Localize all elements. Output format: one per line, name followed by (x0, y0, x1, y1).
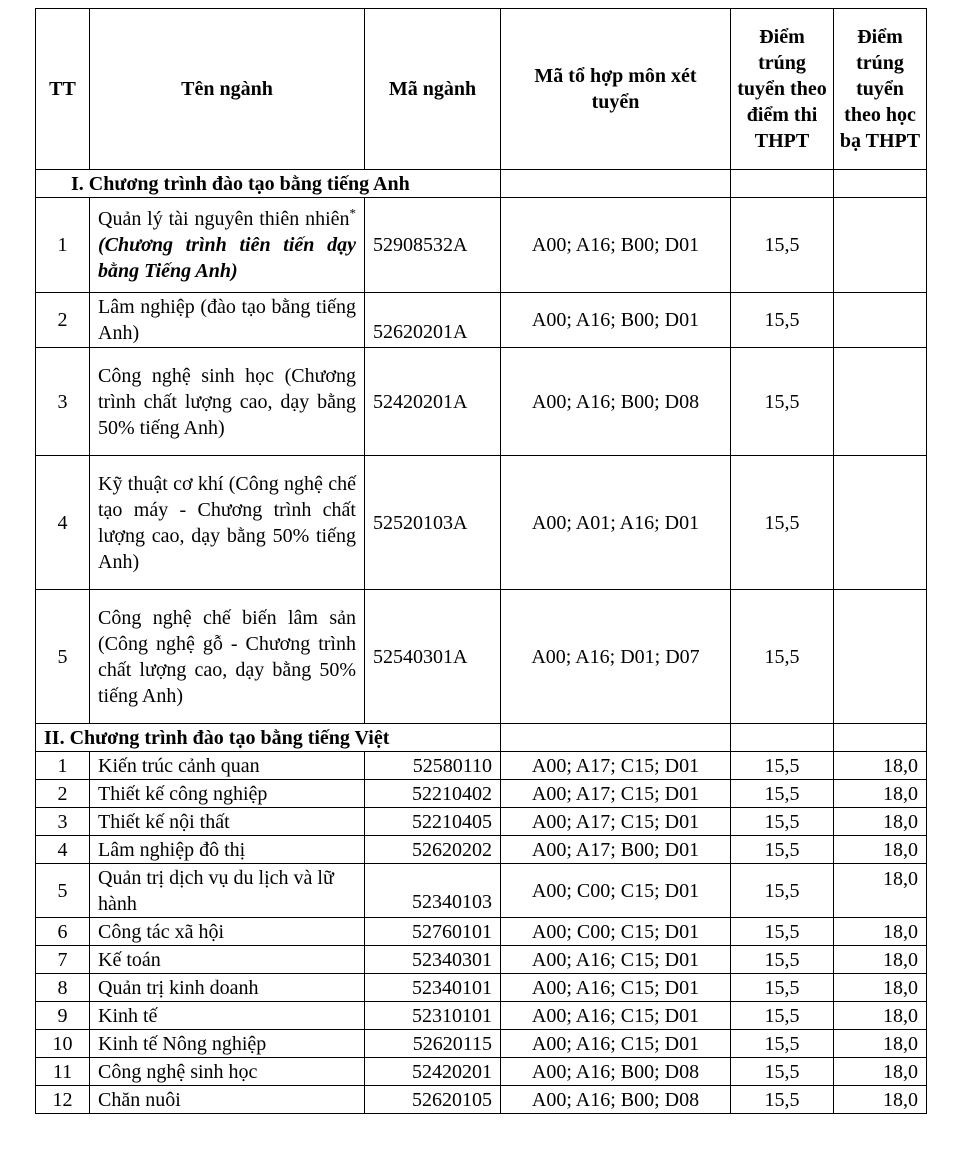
row-combo: A00; A01; A16; D01 (501, 456, 731, 590)
row-name: Công nghệ sinh học (90, 1058, 365, 1086)
header-score-exam: Điểm trúng tuyển theo điểm thi THPT (731, 9, 834, 170)
row-combo: A00; A17; C15; D01 (501, 752, 731, 780)
row-combo: A00; A17; C15; D01 (501, 780, 731, 808)
header-tt: TT (36, 9, 90, 170)
row-name: Lâm nghiệp (đào tạo bằng tiếng Anh) (90, 293, 365, 348)
row-combo: A00; C00; C15; D01 (501, 918, 731, 946)
row-score-exam: 15,5 (731, 1086, 834, 1114)
section-1-row (36, 170, 927, 198)
row-name: Kỹ thuật cơ khí (Công nghệ chế tạo máy - Chương trình chất lượng cao, dạy bằng 50% tiếng Anh) (90, 456, 365, 590)
header-name: Tên ngành (90, 9, 365, 170)
empty-cell (834, 724, 927, 752)
row-tt: 11 (36, 1058, 90, 1086)
row-name: Công nghệ sinh học (Chương trình chất lượng cao, dạy bằng 50% tiếng Anh) (90, 348, 365, 456)
row-code: 52580110 (365, 752, 501, 780)
row-tt: 9 (36, 1002, 90, 1030)
row-score-transcript: 18,0 (834, 946, 927, 974)
empty-cell (731, 724, 834, 752)
row-tt: 1 (36, 198, 90, 293)
row-score-transcript: 18,0 (834, 780, 927, 808)
row-name-asterisk: * (349, 205, 356, 221)
table-row (36, 752, 927, 780)
table-row (36, 974, 927, 1002)
header-combo: Mã tổ hợp môn xét tuyển (501, 9, 731, 170)
table-row (36, 864, 927, 918)
row-name-program: (Chương trình tiên tiến dạy bằng Tiếng Anh) (98, 234, 356, 282)
row-score-exam: 15,5 (731, 590, 834, 724)
row-score-transcript (834, 198, 927, 293)
table-row (36, 780, 927, 808)
row-score-transcript: 18,0 (834, 1002, 927, 1030)
row-tt: 7 (36, 946, 90, 974)
section-1-title: I. Chương trình đào tạo bằng tiếng Anh (36, 170, 501, 198)
table-row (36, 348, 927, 456)
row-code: 52210402 (365, 780, 501, 808)
table-row (36, 456, 927, 590)
row-score-transcript (834, 590, 927, 724)
row-score-transcript: 18,0 (834, 1030, 927, 1058)
row-name: Công tác xã hội (90, 918, 365, 946)
row-score-exam: 15,5 (731, 198, 834, 293)
row-name-plain: Quản lý tài nguyên thiên nhiên (98, 208, 350, 230)
table-row (36, 1030, 927, 1058)
row-code: 52210405 (365, 808, 501, 836)
empty-cell (501, 724, 731, 752)
row-code: 52420201A (365, 348, 501, 456)
row-tt: 3 (36, 348, 90, 456)
row-name (90, 198, 365, 293)
row-tt: 5 (36, 590, 90, 724)
table-row (36, 918, 927, 946)
row-score-transcript: 18,0 (834, 836, 927, 864)
row-combo: A00; C00; C15; D01 (501, 864, 731, 918)
admission-score-table (35, 8, 927, 1114)
table-row (36, 293, 927, 348)
row-score-exam: 15,5 (731, 1030, 834, 1058)
row-score-exam: 15,5 (731, 293, 834, 348)
row-score-exam: 15,5 (731, 752, 834, 780)
row-score-exam: 15,5 (731, 864, 834, 918)
table-row (36, 590, 927, 724)
header-score-transcript: Điểm trúng tuyển theo học bạ THPT (834, 9, 927, 170)
row-code: 52520103A (365, 456, 501, 590)
row-code: 52908532A (365, 198, 501, 293)
table-row (36, 1002, 927, 1030)
row-name: Kinh tế Nông nghiệp (90, 1030, 365, 1058)
row-tt: 2 (36, 780, 90, 808)
row-tt: 2 (36, 293, 90, 348)
row-name: Quản trị dịch vụ du lịch và lữ hành (90, 864, 365, 918)
row-name: Thiết kế nội thất (90, 808, 365, 836)
table-row (36, 946, 927, 974)
row-name: Kế toán (90, 946, 365, 974)
table-row (36, 1058, 927, 1086)
row-tt: 1 (36, 752, 90, 780)
table-row (36, 1086, 927, 1114)
row-score-exam: 15,5 (731, 348, 834, 456)
row-combo: A00; A16; B00; D08 (501, 1086, 731, 1114)
empty-cell (834, 170, 927, 198)
row-tt: 10 (36, 1030, 90, 1058)
row-score-exam: 15,5 (731, 918, 834, 946)
row-code: 52760101 (365, 918, 501, 946)
row-code: 52340301 (365, 946, 501, 974)
row-name: Quản trị kinh doanh (90, 974, 365, 1002)
row-code: 52540301A (365, 590, 501, 724)
row-score-exam: 15,5 (731, 974, 834, 1002)
row-combo: A00; A16; B00; D01 (501, 293, 731, 348)
row-score-transcript: 18,0 (834, 1086, 927, 1114)
row-combo: A00; A16; B00; D08 (501, 348, 731, 456)
table-row (36, 836, 927, 864)
row-name: Kinh tế (90, 1002, 365, 1030)
row-code: 52620105 (365, 1086, 501, 1114)
row-combo: A00; A16; B00; D08 (501, 1058, 731, 1086)
row-name: Kiến trúc cảnh quan (90, 752, 365, 780)
row-combo: A00; A16; C15; D01 (501, 946, 731, 974)
empty-cell (501, 170, 731, 198)
table-row (36, 808, 927, 836)
row-score-exam: 15,5 (731, 946, 834, 974)
row-tt: 4 (36, 456, 90, 590)
row-code: 52340103 (365, 864, 501, 918)
row-tt: 8 (36, 974, 90, 1002)
row-score-exam: 15,5 (731, 1058, 834, 1086)
row-score-transcript (834, 348, 927, 456)
section-2-row (36, 724, 927, 752)
table-row (36, 198, 927, 293)
row-combo: A00; A16; C15; D01 (501, 974, 731, 1002)
row-name: Chăn nuôi (90, 1086, 365, 1114)
row-combo: A00; A16; C15; D01 (501, 1030, 731, 1058)
row-code: 52420201 (365, 1058, 501, 1086)
header-row (36, 9, 927, 170)
row-score-transcript: 18,0 (834, 808, 927, 836)
row-combo: A00; A16; C15; D01 (501, 1002, 731, 1030)
row-name: Lâm nghiệp đô thị (90, 836, 365, 864)
row-tt: 5 (36, 864, 90, 918)
header-code: Mã ngành (365, 9, 501, 170)
empty-cell (731, 170, 834, 198)
row-score-transcript (834, 456, 927, 590)
row-tt: 4 (36, 836, 90, 864)
row-name: Thiết kế công nghiệp (90, 780, 365, 808)
row-score-transcript: 18,0 (834, 918, 927, 946)
row-name: Công nghệ chế biến lâm sản (Công nghệ gỗ - Chương trình chất lượng cao, dạy bằng 50% tiếng Anh) (90, 590, 365, 724)
row-score-transcript: 18,0 (834, 752, 927, 780)
row-combo: A00; A17; C15; D01 (501, 808, 731, 836)
row-combo: A00; A16; D01; D07 (501, 590, 731, 724)
row-score-exam: 15,5 (731, 836, 834, 864)
row-code: 52620115 (365, 1030, 501, 1058)
row-score-transcript: 18,0 (834, 864, 927, 918)
row-score-transcript: 18,0 (834, 1058, 927, 1086)
row-score-exam: 15,5 (731, 1002, 834, 1030)
row-score-transcript: 18,0 (834, 974, 927, 1002)
row-code: 52620202 (365, 836, 501, 864)
row-combo: A00; A17; B00; D01 (501, 836, 731, 864)
row-code: 52340101 (365, 974, 501, 1002)
section-2-title: II. Chương trình đào tạo bằng tiếng Việt (36, 724, 501, 752)
row-tt: 12 (36, 1086, 90, 1114)
row-score-exam: 15,5 (731, 808, 834, 836)
row-code: 52620201A (365, 293, 501, 348)
row-tt: 6 (36, 918, 90, 946)
row-code: 52310101 (365, 1002, 501, 1030)
row-score-exam: 15,5 (731, 780, 834, 808)
row-score-transcript (834, 293, 927, 348)
row-score-exam: 15,5 (731, 456, 834, 590)
row-combo: A00; A16; B00; D01 (501, 198, 731, 293)
row-tt: 3 (36, 808, 90, 836)
